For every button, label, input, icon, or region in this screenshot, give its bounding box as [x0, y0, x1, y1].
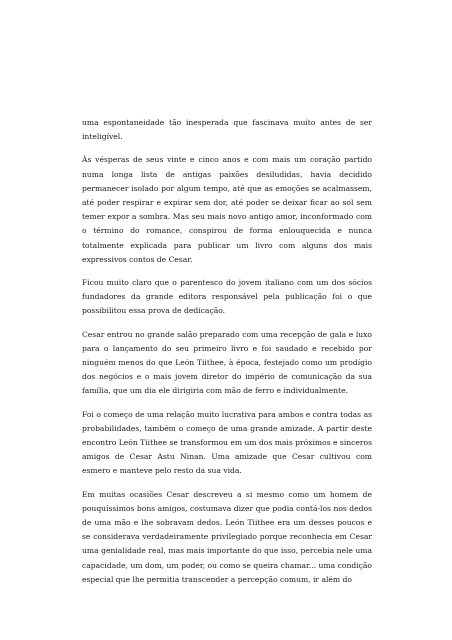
paragraph-5: Foi o começo de uma relação muito lucrativa para ambos e contra todas as probabilidades, também o começo de uma grande amizade. A partir deste encontro León Tiithee se transformou em um dos mais próximos e sinceros amigos de Cesar Astu Ninan. Uma amizade que Cesar cultivou com esmero e manteve pelo resto da sua vida.: [82, 409, 372, 476]
paragraph-1: uma espontaneidade tão inesperada que fascinava muito antes de ser inteligível.: [82, 118, 372, 142]
paragraph-6: Em muitas ocasiões Cesar descreveu a si mesmo como um homem de pouquíssimos bons amigos, costumava dizer que podia contá-los nos dedos de uma mão e lhe sobravam dedos. León Tiithee era um desses poucos e se considerava verdadeiramente privilegiado porque reconhecia em Cesar uma genialidade real, mas mais importante do que isso, percebia nele uma capacidade, um dom, um poder, ou como se queira chamar... uma condição especial que lhe permitia transcender a percepção comum, ir além do: [82, 489, 372, 584]
document-page: [82, 116, 372, 596]
paragraph-2: Às vésperas de seus vinte e cinco anos e com mais um coração partido numa longa lista de antigas paixões desiludidas, havia decidido permanecer isolado por algum tempo, até que as emoções se acalmassem, até poder respirar e expirar sem dor, até poder se deixar ficar ao sol sem temer expor a sombra. Mas seu mais novo antigo amor, inconformado com o término do romance, conspirou de forma enlouquecida e nunca totalmente explicada para publicar um livro com alguns dos mais expressivos contos de Cesar.: [82, 155, 372, 264]
paragraph-3: Ficou muito claro que o parentesco do jovem italiano com um dos sócios fundadores da grande editora responsável pela publicação foi o que possibilitou essa prova de dedicação.: [82, 278, 372, 316]
paragraph-4: Cesar entrou no grande salão preparado com uma recepção de gala e luxo para o lançamento do seu primeiro livro e foi saudado e recebido por ninguém menos do que León Tiithee, à época, festejado como um prodígio dos negócios e o mais jovem diretor do império de comunicação da sua família, que um dia ele dirigiria com mão de ferro e individualmente.: [82, 329, 372, 396]
